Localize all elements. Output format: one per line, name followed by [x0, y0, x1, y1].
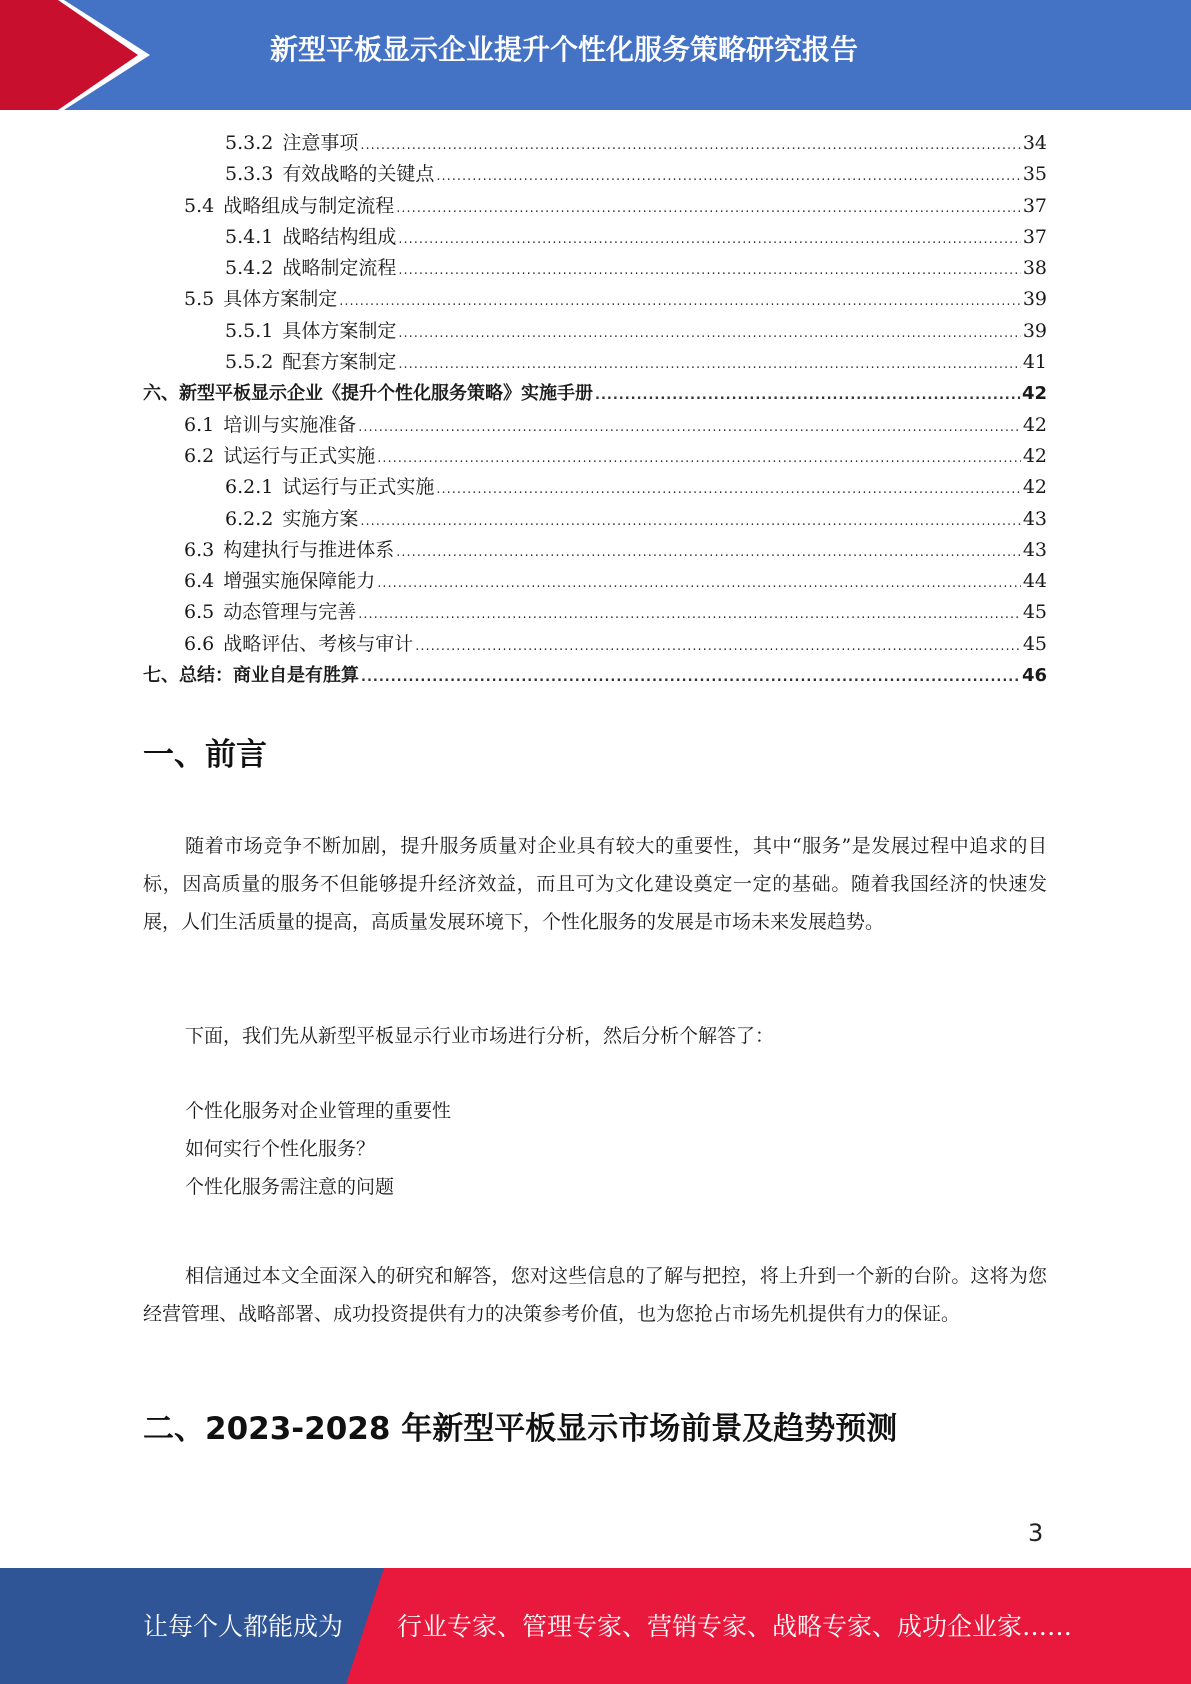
toc-dot-leader: [358, 412, 1021, 443]
toc-entry-number: 5.3.2: [225, 132, 274, 154]
toc-entry-page: 43: [1022, 507, 1047, 530]
toc-dot-leader: [398, 318, 1020, 349]
toc-entry-page: 37: [1022, 225, 1047, 248]
toc-entry-number: 5.5.1: [225, 319, 274, 342]
toc-entry-number: 5.4.2: [225, 257, 274, 280]
header-banner: [0, 0, 1191, 110]
toc-entry-page: 38: [1022, 257, 1047, 280]
toc-entry-number: 6.2.2: [225, 507, 274, 530]
toc-dot-leader: [358, 599, 1021, 630]
toc-entry[interactable]: [143, 597, 1047, 628]
toc-entry[interactable]: [143, 504, 1047, 535]
toc-entry-page: 42: [1022, 413, 1047, 436]
toc-entry-number: 6.5: [184, 601, 215, 624]
toc-entry-title: 构建执行与推进体系: [223, 538, 395, 561]
toc-entry-title: 培训与实施准备: [223, 413, 357, 436]
toc-dot-leader: [361, 662, 1020, 693]
toc-entry-page: 35: [1022, 163, 1047, 186]
toc-entry-title: 动态管理与完善: [223, 601, 357, 624]
toc-dot-leader: [377, 568, 1021, 599]
toc-entry-number: 5.5.2: [225, 351, 274, 374]
foreword-paragraph-1: 随着市场竞争不断加剧，提升服务质量对企业具有较大的重要性，其中“服务”是发展过程中追求的目标，因高质量的服务不但能够提升经济效益，而且可为文化建设奠定一定的基础。随着我国经济的快速发展，人们生活质量的提高，高质量发展环境下，个性化服务的发展是市场未来发展趋势。: [143, 835, 1047, 933]
toc-entry-page: 45: [1022, 632, 1047, 655]
toc-entry-page: 42: [1022, 444, 1047, 467]
toc-dot-leader: [398, 349, 1020, 380]
toc-dot-leader: [436, 161, 1020, 192]
toc-entry-title: 具体方案制定: [282, 319, 397, 342]
toc-dot-leader: [396, 193, 1021, 224]
toc-dot-leader: [360, 506, 1020, 537]
foreword-paragraph-2: 下面，我们先从新型平板显示行业市场进行分析，然后分析个解答了：: [185, 1025, 775, 1047]
toc-entry-title: 六、新型平板显示企业《提升个性化服务策略》实施手册: [143, 383, 593, 405]
toc-entry-page: 46: [1021, 665, 1047, 687]
toc-entry-number: 5.4.1: [225, 225, 274, 248]
footer-slogan-right: 行业专家、管理专家、营销专家、战略专家、成功企业家……: [397, 1612, 1073, 1641]
toc-entry-title: 配套方案制定: [282, 351, 397, 374]
table-of-contents: [143, 128, 1047, 691]
foreword-question-list: [185, 1092, 451, 1206]
toc-entry-number: 6.1: [184, 413, 215, 436]
toc-entry-number: 6.6: [184, 632, 215, 655]
toc-entry-page: 39: [1022, 288, 1047, 311]
list-item: 个性化服务对企业管理的重要性: [185, 1100, 452, 1122]
toc-entry[interactable]: [143, 284, 1047, 315]
toc-entry[interactable]: [143, 128, 1047, 159]
toc-entry-title: 实施方案: [282, 507, 359, 530]
toc-entry-number: 5.3.3: [225, 163, 274, 186]
toc-entry-number: 6.2: [184, 444, 215, 467]
toc-entry-title: 注意事项: [282, 132, 359, 154]
toc-entry[interactable]: [143, 159, 1047, 190]
toc-entry-title: 增强实施保障能力: [223, 570, 376, 593]
toc-dot-leader: [360, 130, 1020, 161]
toc-dot-leader: [339, 286, 1021, 317]
toc-dot-leader: [377, 443, 1021, 474]
report-title: 新型平板显示企业提升个性化服务策略研究报告: [270, 33, 859, 66]
toc-entry-page: 41: [1022, 351, 1047, 374]
foreword-paragraph-3: 相信通过本文全面深入的研究和解答，您对这些信息的了解与把控，将上升到一个新的台阶。这将为您经营管理、战略部署、成功投资提供有力的决策参考价值，也为您抢占市场先机提供有力的保证。: [143, 1265, 1047, 1325]
toc-entry[interactable]: [143, 441, 1047, 472]
toc-entry-page: 42: [1021, 383, 1047, 405]
toc-entry-number: 5.4: [184, 194, 215, 217]
toc-entry-page: 45: [1022, 601, 1047, 624]
section-heading-foreword: 一、前言: [143, 737, 267, 773]
toc-dot-leader: [398, 224, 1020, 255]
toc-entry-title: 战略组成与制定流程: [223, 194, 395, 217]
toc-dot-leader: [436, 474, 1020, 505]
toc-entry-title: 七、总结：商业自是有胜算: [143, 665, 359, 687]
toc-dot-leader: [398, 255, 1020, 286]
toc-dot-leader: [415, 631, 1021, 662]
toc-entry-title: 具体方案制定: [223, 288, 338, 311]
toc-entry[interactable]: [143, 222, 1047, 253]
toc-entry-page: 34: [1022, 132, 1047, 154]
section-heading-forecast: 二、2023-2028 年新型平板显示市场前景及趋势预测: [143, 1411, 898, 1447]
list-item: 如何实行个性化服务？: [185, 1138, 376, 1160]
toc-entry[interactable]: [143, 347, 1047, 378]
toc-entry-number: 5.5: [184, 288, 215, 311]
toc-entry[interactable]: [143, 253, 1047, 284]
toc-entry[interactable]: [143, 629, 1047, 660]
toc-entry-title: 战略评估、考核与审计: [223, 632, 414, 655]
toc-entry[interactable]: [143, 566, 1047, 597]
toc-entry-title: 有效战略的关键点: [282, 163, 435, 186]
toc-entry-title: 试运行与正式实施: [223, 444, 376, 467]
page-number: 3: [1028, 1519, 1044, 1547]
toc-entry[interactable]: [143, 191, 1047, 222]
toc-entry[interactable]: [143, 378, 1047, 409]
toc-entry-number: 6.3: [184, 538, 215, 561]
toc-entry-number: 6.2.1: [225, 476, 274, 499]
toc-entry-page: 39: [1022, 319, 1047, 342]
footer-banner: [0, 1568, 1191, 1684]
toc-entry[interactable]: [143, 316, 1047, 347]
toc-entry[interactable]: [143, 660, 1047, 691]
toc-entry-title: 试运行与正式实施: [282, 476, 435, 499]
toc-entry[interactable]: [143, 535, 1047, 566]
toc-entry-title: 战略制定流程: [282, 257, 397, 280]
toc-entry-title: 战略结构组成: [282, 225, 397, 248]
toc-dot-leader: [396, 537, 1021, 568]
toc-entry-page: 44: [1022, 570, 1047, 593]
toc-entry[interactable]: [143, 410, 1047, 441]
footer-slogan-left: 让每个人都能成为: [143, 1612, 344, 1641]
toc-entry-number: 6.4: [184, 570, 215, 593]
toc-dot-leader: [595, 380, 1020, 411]
toc-entry-page: 42: [1022, 476, 1047, 499]
toc-entry-page: 37: [1022, 194, 1047, 217]
toc-entry[interactable]: [143, 472, 1047, 503]
toc-entry-page: 43: [1022, 538, 1047, 561]
list-item: 个性化服务需注意的问题: [185, 1176, 395, 1198]
